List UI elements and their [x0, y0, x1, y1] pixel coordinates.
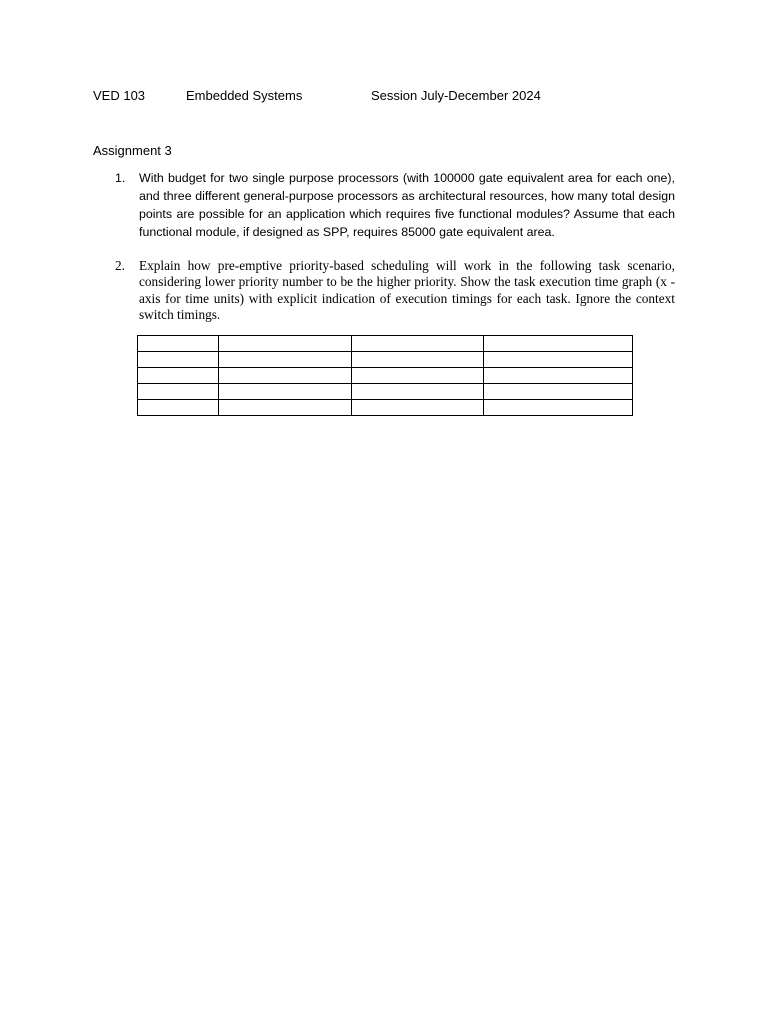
table-cell [219, 336, 352, 352]
course-subject: Embedded Systems [186, 88, 303, 103]
table-cell [352, 352, 484, 368]
table-cell [352, 400, 484, 416]
table-cell [138, 336, 219, 352]
table-cell [219, 368, 352, 384]
table-cell [352, 368, 484, 384]
session-label: Session July-December 2024 [371, 88, 541, 103]
table-row [138, 336, 633, 352]
table-cell [484, 336, 633, 352]
table-row [138, 352, 633, 368]
table-cell [484, 400, 633, 416]
table-cell [138, 368, 219, 384]
table-cell [352, 384, 484, 400]
table-row [138, 384, 633, 400]
table-cell [138, 384, 219, 400]
table-cell [352, 336, 484, 352]
table-cell [138, 352, 219, 368]
assignment-title: Assignment 3 [93, 143, 172, 158]
question-2-text: Explain how pre-emptive priority-based scheduling will work in the following task scenario, considering lower priority number to be the higher priority. Show the task execution time graph (x -axis for time units) with explicit indication of execution timings for each task. Ignore the context switch timings. [139, 258, 675, 323]
table-cell [484, 352, 633, 368]
course-code: VED 103 [93, 88, 146, 103]
table-row [138, 368, 633, 384]
question-2-number: 2. [115, 258, 125, 273]
table-cell [219, 384, 352, 400]
table-cell [138, 400, 219, 416]
table-row [138, 400, 633, 416]
question-1-text: With budget for two single purpose processors (with 100000 gate equivalent area for each one), and three different general-purpose processors as architectural resources, how many total design points are possible for an application which requires five functional modules? Assume that each functional module, if designed as SPP, requires 85000 gate equivalent area. [139, 171, 675, 239]
table-cell [484, 368, 633, 384]
table-cell [219, 400, 352, 416]
table-cell [484, 384, 633, 400]
table-cell [219, 352, 352, 368]
question-1-number: 1. [115, 171, 126, 185]
task-table [137, 335, 633, 416]
